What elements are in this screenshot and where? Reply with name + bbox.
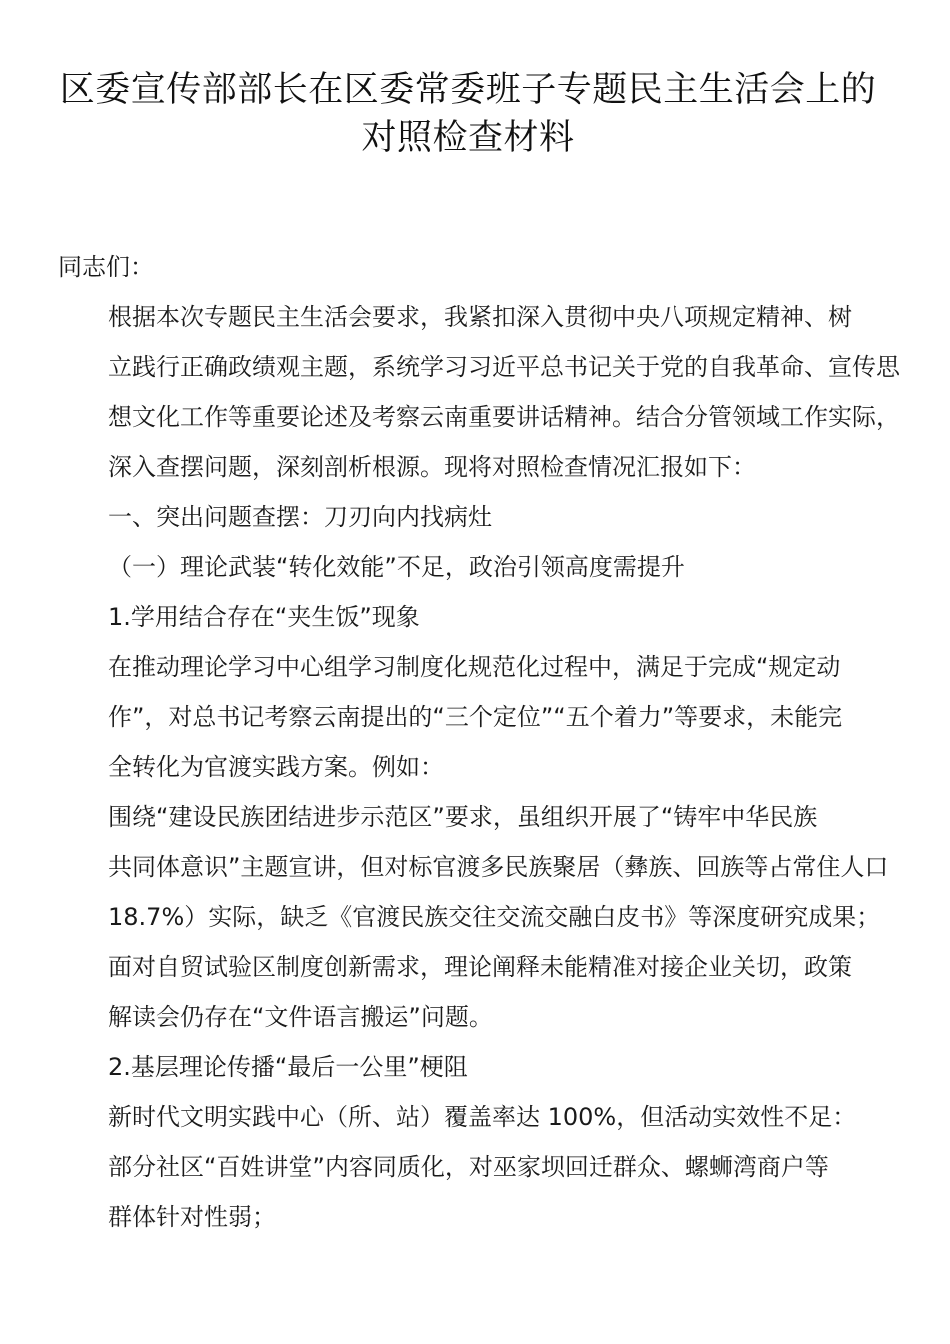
paragraph-line: 围绕“建设民族团结进步示范区”要求，虽组织开展了“铸牢中华民族 (108, 803, 818, 831)
paragraph-community (58, 1142, 878, 1242)
paragraph-line: 部分社区“百姓讲堂”内容同质化，对巫家坝回迁群众、螺蛳湾商户等 (108, 1153, 829, 1181)
paragraph-line: 想文化工作等重要论述及考察云南重要讲话精神。结合分管领域工作实际， (108, 403, 900, 431)
paragraph-intro (58, 292, 900, 492)
paragraph-study (58, 642, 878, 792)
paragraph-line: 立践行正确政绩观主题，系统学习习近平总书记关于党的自我革命、宣传思 (108, 353, 900, 381)
paragraph-line: 共同体意识”主题宣讲，但对标官渡多民族聚居（彝族、回族等占常住人口 (108, 853, 889, 881)
paragraph-line: 根据本次专题民主生活会要求，我紧扣深入贯彻中央八项规定精神、树 (108, 303, 852, 331)
heading-text: 2.基层理论传播“最后一公里”梗阻 (108, 1053, 468, 1081)
paragraph-line: 群体针对性弱； (108, 1203, 276, 1231)
paragraph-line: 全转化为官渡实践方案。例如： (108, 753, 444, 781)
paragraph-ftz (58, 942, 878, 1042)
subsection-heading-1 (58, 542, 878, 592)
paragraph-line: 在推动理论学习中心组学习制度化规范化过程中，满足于完成“规定动 (108, 653, 841, 681)
paragraph-line: 新时代文明实践中心（所、站）覆盖率达 100%，但活动实效性不足： (108, 1103, 857, 1131)
paragraph-line: 18.7%）实际，缺乏《官渡民族交往交流交融白皮书》等深度研究成果； (108, 903, 881, 931)
document-title (58, 66, 878, 162)
paragraph-coverage (58, 1092, 878, 1142)
heading-text: （一）理论武装“转化效能”不足，政治引领高度需提升 (108, 553, 685, 581)
salutation: 同志们： (58, 253, 154, 281)
heading-text: 1.学用结合存在“夹生饭”现象 (108, 603, 420, 631)
section-heading-1 (58, 492, 878, 542)
paragraph-ethnic (58, 792, 889, 942)
item-heading-1 (58, 592, 878, 642)
item-heading-2 (58, 1042, 878, 1092)
document-page (58, 66, 900, 1242)
paragraph-line: 面对自贸试验区制度创新需求，理论阐释未能精准对接企业关切，政策 (108, 953, 852, 981)
paragraph-line: 深入查摆问题，深刻剖析根源。现将对照检查情况汇报如下： (108, 453, 756, 481)
document-body (58, 242, 900, 1242)
title-line-2: 对照检查材料 (361, 118, 575, 158)
paragraph-line: 作”，对总书记考察云南提出的“三个定位”“五个着力”等要求，未能完 (108, 703, 843, 731)
paragraph-line: 解读会仍存在“文件语言搬运”问题。 (108, 1003, 493, 1031)
heading-text: 一、突出问题查摆：刀刃向内找病灶 (108, 503, 492, 531)
title-line-1: 区委宣传部部长在区委常委班子专题民主生活会上的 (59, 70, 877, 110)
